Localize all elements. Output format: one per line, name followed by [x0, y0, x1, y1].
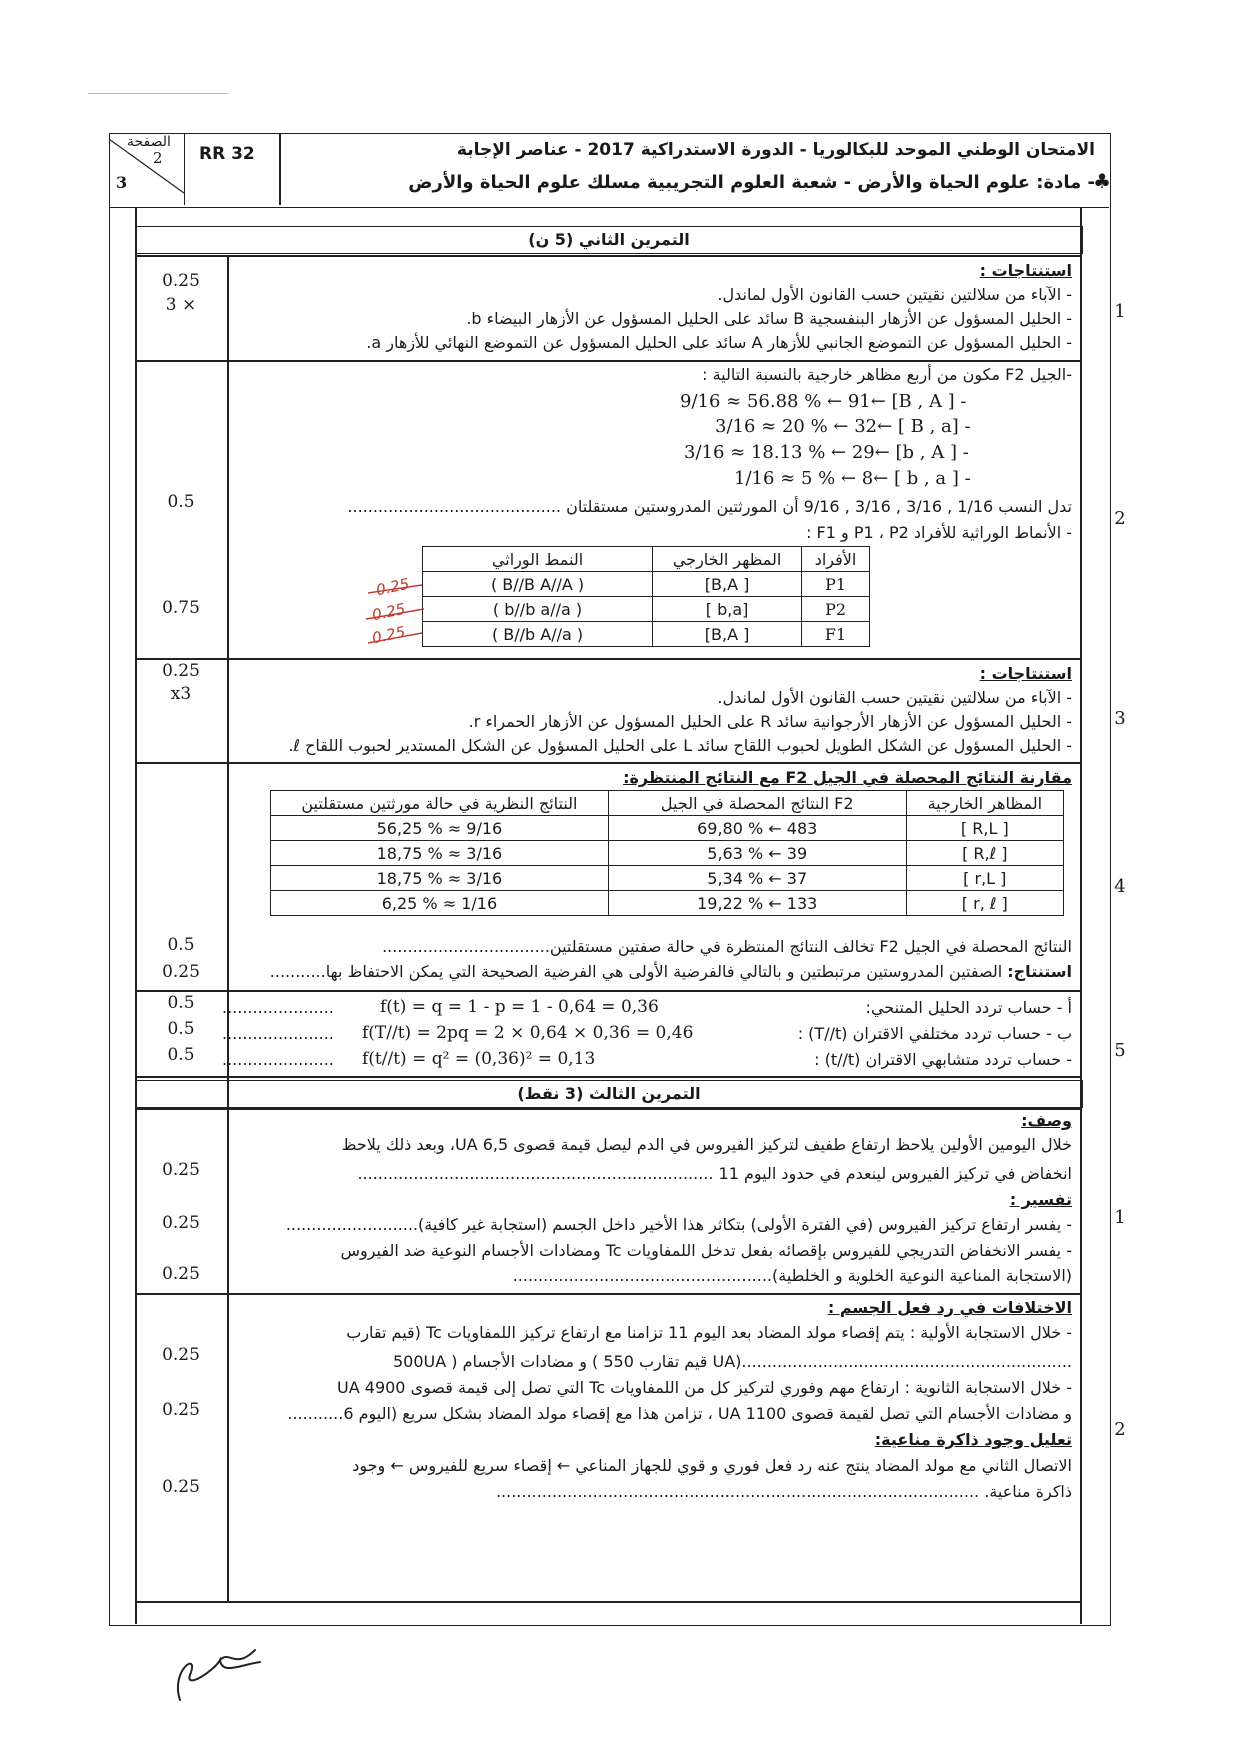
table-cell: [ b,a]: [653, 597, 802, 622]
q4-line-2: [232, 960, 1072, 983]
ex3-q1-interp-line-3: (الاستجابة المناعية النوعية الخلوية و الخلطية)...................................................: [512, 1266, 1072, 1285]
col-line-score: [227, 255, 229, 1601]
table-row: [271, 866, 1064, 891]
q4-conclusion-label: استنتاج:: [1007, 962, 1072, 981]
ex3-q2-diff-line-3: - خلال الاستجابة الثانوية : ارتفاع مهم وفوري لتركيز كل من اللمفاويات Tc التي تصل إلى قيمة قصوى 4900 UA: [337, 1378, 1072, 1397]
table-cell: P2: [802, 597, 870, 622]
row-line-q2-top: [135, 360, 1081, 362]
q2-genotypes-intro: - الأنماط الوراثية للأفراد P1 ، P2 و F1 :: [806, 523, 1072, 542]
table-cell: 5,34 % ← 37: [608, 866, 906, 891]
table-cell: [ r, ℓ ]: [906, 891, 1063, 916]
q2-ratio-4: 1/16 ≈ 5 % ← 8← [ b , a ] -: [734, 468, 971, 489]
table-row: [271, 816, 1064, 841]
table-cell: [B,A ]: [653, 622, 802, 647]
row-line-ex3-q2-top: [135, 1293, 1081, 1295]
q3-score-a: 0.25: [162, 661, 200, 681]
q3-number: 3: [1114, 708, 1126, 729]
table-row: [423, 622, 870, 647]
q1-line-2: - الحليل المسؤول عن الأزهار البنفسجية B سائد على الحليل المسؤول عن الأزهار البيضاء b.: [466, 309, 1072, 328]
table-header-row: [271, 791, 1064, 816]
q5-label-1: أ - حساب تردد الحليل المتنحي:: [865, 998, 1072, 1017]
ex3-q1-interp-line-2: - يفسر الانخفاض التدريجي للفيروس بإقصائه بفعل تدخل اللمفاويات Tc ومضادات الأجسام النوعية ضد الفيروس: [340, 1241, 1072, 1260]
exam-code: RR 32: [199, 144, 255, 164]
exercise3-title: التمرين الثالث (3 نقط): [135, 1080, 1083, 1108]
q4-heading: مقارنة النتائج المحصلة في الجيل F2 مع النتائج المنتظرة:: [623, 768, 1072, 787]
q1-line-1: - الآباء من سلالتين نقيتين حسب القانون الأول لماندل.: [717, 285, 1072, 304]
row-line-q4-top: [135, 762, 1081, 764]
table-cell: 18,75 % ≈ 3/16: [271, 866, 609, 891]
table-cell: [ R,L ]: [906, 816, 1063, 841]
signature: [160, 1630, 290, 1710]
row-line-q1-top: [135, 255, 1081, 257]
q5-dots-3: ......................: [222, 1050, 334, 1069]
exercise2-title: التمرين الثاني (5 ن): [135, 226, 1083, 254]
handwritten-mark: 0.25: [370, 622, 407, 648]
ex3-q2-score-3: 0.25: [162, 1477, 200, 1497]
ex3-q2-score-2: 0.25: [162, 1400, 200, 1420]
table-cell: [ R,ℓ ]: [906, 841, 1063, 866]
q5-score-3: 0.5: [167, 1045, 195, 1065]
ex3-q2-memory-line-2: ذاكرة مناعية. ...............................................................................................: [495, 1482, 1072, 1501]
ex3-q2-diff-line-2: 500UA ) و مضادات الأجسام ( قيم تقارب 550 UA).................................................................: [392, 1352, 1072, 1371]
page-label: الصفحة: [127, 134, 171, 150]
page-num: 2: [153, 149, 163, 167]
q1-heading: استنتاجات :: [979, 261, 1072, 280]
q5-number: 5: [1114, 1040, 1126, 1061]
ex3-q2-diff-line-4: و مضادات الأجسام التي تصل لقيمة قصوى 1100 UA ، تزامن هذا مع إقصاء مولد المضاد بشكل سريع (اليوم 6...........: [287, 1404, 1072, 1423]
q2-conclusion: تدل النسب 1/16 , 3/16 , 3/16 , 9/16 أن المورثتين المدروستين مستقلتان ..........................................: [347, 497, 1072, 516]
q1-score-b: 3 ×: [165, 295, 197, 315]
q4-conclusion-text: الصفتين المدروستين مرتبطتين و بالتالي فالفرضية الأولى هي الفرضية الصحيحة التي يمكن الاحتفاظ بها...........: [269, 962, 1008, 981]
table-header: الأفراد: [802, 547, 870, 572]
col-line-num: [1080, 207, 1082, 1624]
q5-score-2: 0.5: [167, 1019, 195, 1039]
table-cell: 56,25 % ≈ 9/16: [271, 816, 609, 841]
q3-score-b: x3: [170, 684, 192, 704]
q4-score-a: 0.5: [167, 935, 195, 955]
handwritten-strokes: [360, 575, 430, 655]
row-line-q3-top: [135, 658, 1081, 660]
q1-line-3: - الحليل المسؤول عن التموضع الجانبي للأزهار A سائد على الحليل المسؤول عن التموضع النهائي للأزهار a.: [366, 333, 1072, 352]
q5-dots-1: ......................: [222, 998, 334, 1017]
q5-formula-3: f(t//t) = q² = (0,36)² = 0,13: [362, 1049, 596, 1069]
table-cell: ( B//b A//a ): [423, 622, 653, 647]
table-header-row: [423, 547, 870, 572]
handwritten-mark: 0.25: [370, 599, 407, 625]
table-row: [271, 841, 1064, 866]
table-cell: ( b//b a//a ): [423, 597, 653, 622]
q1-score-a: 0.25: [162, 271, 200, 291]
q5-formula-1: f(t) = q = 1 - p = 1 - 0,64 = 0,36: [380, 997, 659, 1017]
ex3-q1-score-1: 0.25: [162, 1160, 200, 1180]
table-cell: [ r,L ]: [906, 866, 1063, 891]
ex3-q1-interp-heading: تفسير :: [1009, 1190, 1072, 1209]
handwritten-mark: 0.25: [374, 574, 411, 600]
club-icon: ♣: [1093, 169, 1111, 193]
q3-line-3: - الحليل المسؤول عن الشكل الطويل لحبوب اللقاح سائد L على الحليل المسؤول عن الشكل المستدير لحبوب اللقاح ℓ.: [288, 736, 1072, 755]
table-cell: [B,A ]: [653, 572, 802, 597]
genotype-table: [422, 546, 870, 647]
ex3-q1-desc-heading: وصف:: [1021, 1111, 1072, 1130]
ex3-q2-diff-line-1: - خلال الاستجابة الأولية : يتم إقصاء مولد المضاد بعد اليوم 11 تزامنا مع ارتفاع تركيز اللمفاويات Tc (قيم تقارب: [346, 1323, 1072, 1342]
q2-score-b: 0.75: [162, 598, 200, 618]
table-cell: ( B//B A//A ): [423, 572, 653, 597]
q3-line-1: - الآباء من سلالتين نقيتين حسب القانون الأول لماندل.: [717, 688, 1072, 707]
page-number-box: [109, 133, 185, 205]
ex3-q2-memory-heading: تعليل وجود ذاكرة مناعية:: [874, 1430, 1072, 1449]
table-cell: 19,22 % ← 133: [608, 891, 906, 916]
row-line-ex3-top: [135, 1076, 1081, 1078]
ex3-q1-desc-line-1: خلال اليومين الأولين يلاحظ ارتفاع طفيف لتركيز الفيروس في الدم ليصل قيمة قصوى 6,5 UA، وبعد ذلك يلاحظ: [341, 1135, 1072, 1154]
q5-formula-2: f(T//t) = 2pq = 2 × 0,64 × 0,36 = 0,46: [362, 1023, 694, 1043]
ex3-q1-score-2: 0.25: [162, 1213, 200, 1233]
table-row: [271, 891, 1064, 916]
ex3-q1-desc-line-2: انخفاض في تركيز الفيروس لينعدم في حدود اليوم 11 ......................................................................: [357, 1164, 1072, 1183]
table-header: المظاهر الخارجية: [906, 791, 1063, 816]
table-cell: F1: [802, 622, 870, 647]
table-cell: P1: [802, 572, 870, 597]
ex3-q2-number: 2: [1114, 1419, 1126, 1440]
ex3-q1-score-3: 0.25: [162, 1264, 200, 1284]
q5-score-1: 0.5: [167, 993, 195, 1013]
table-cell: 69,80 % ← 483: [608, 816, 906, 841]
q5-label-3: - حساب تردد متشابهي الاقتران (t//t) :: [814, 1050, 1072, 1069]
ex3-q2-memory-line-1: الاتصال الثاني مع مولد المضاد ينتج عنه رد فعل فوري و قوي للجهاز المناعي ← إقصاء سريع للفيروس ← وجود: [352, 1456, 1072, 1475]
q4-score-b: 0.25: [162, 962, 200, 982]
table-header: المظهر الخارجي: [653, 547, 802, 572]
scan-mark: [88, 93, 228, 94]
q2-score-a: 0.5: [167, 492, 195, 512]
q4-number: 4: [1114, 876, 1126, 897]
row-line-q5-top: [135, 990, 1081, 992]
header-line1: الامتحان الوطني الموحد للبكالوريا - الدورة الاستدراكية 2017 - عناصر الإجابة: [456, 140, 1095, 160]
comparison-table: [270, 790, 1064, 916]
page-total: 3: [116, 173, 128, 192]
ex3-q1-interp-line-1: - يفسر ارتفاع تركيز الفيروس (في الفترة الأولى) بتكاثر هذا الأخير داخل الجسم (استجابة غير كافية)..........................: [285, 1215, 1072, 1234]
q2-ratio-2: 3/16 ≈ 20 % ← 32← [ B , a] -: [715, 416, 971, 437]
table-cell: 5,63 % ← 39: [608, 841, 906, 866]
q2-ratio-3: 3/16 ≈ 18.13 % ← 29← [b , A ] -: [684, 442, 969, 463]
q5-label-2: ب - حساب تردد مختلفي الاقتران (T//t) :: [797, 1024, 1072, 1043]
q1-number: 1: [1114, 301, 1126, 322]
q2-ratio-1: 9/16 ≈ 56.88 % ← 91← [B , A ] -: [680, 391, 967, 412]
table-header: النتائج النظرية في حالة مورثتين مستقلتين: [271, 791, 609, 816]
q2-intro: -الجيل F2 مكون من أربع مظاهر خارجية بالنسبة التالية :: [702, 365, 1072, 384]
header-line2: - مادة: علوم الحياة والأرض - شعبة العلوم التجريبية مسلك علوم الحياة والأرض: [408, 172, 1095, 193]
q3-heading: استنتاجات :: [979, 664, 1072, 683]
table-cell: 18,75 % ≈ 3/16: [271, 841, 609, 866]
table-cell: 6,25 % ≈ 1/16: [271, 891, 609, 916]
table-row: [423, 572, 870, 597]
code-divider: [279, 133, 281, 205]
ex3-q2-diff-heading: الاختلافات في رد فعل الجسم :: [827, 1298, 1072, 1317]
q3-line-2: - الحليل المسؤول عن الأزهار الأرجوانية سائد R على الحليل المسؤول عن الأزهار الحمراء r.: [468, 712, 1072, 731]
table-row: [423, 597, 870, 622]
table-header: النمط الوراثي: [423, 547, 653, 572]
table-header: النتائج المحصلة في الجيل F2: [608, 791, 906, 816]
q2-number: 2: [1114, 508, 1126, 529]
header: [109, 133, 1109, 208]
ex3-q1-number: 1: [1114, 1207, 1126, 1228]
q5-dots-2: ......................: [222, 1024, 334, 1043]
bottom-line: [135, 1601, 1081, 1603]
q4-line-1: النتائج المحصلة في الجيل F2 تخالف النتائج المنتظرة في حالة صفتين مستقلتين.................................: [382, 937, 1072, 956]
ex3-q2-score-1: 0.25: [162, 1345, 200, 1365]
